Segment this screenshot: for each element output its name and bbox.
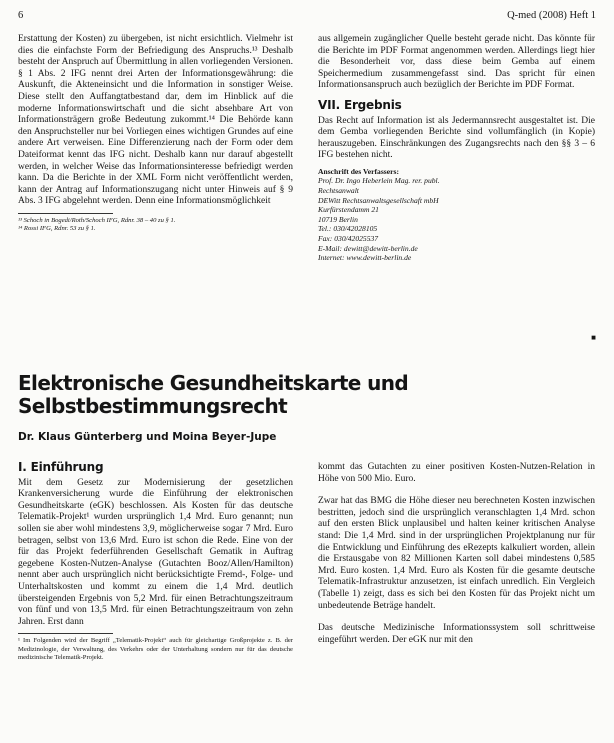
footnote-13: ¹³ Schoch in Bogedi/Roth/Schoch IFG, Rdnr. 38 – 40 zu § 1. <box>18 216 176 224</box>
address-line: Rechtsanwalt <box>318 185 359 195</box>
address-fax: Fax: 030/42025537 <box>318 233 379 243</box>
address-line: 10719 Berlin <box>318 214 358 224</box>
section-heading-einfuehrung: I. Einführung <box>18 460 104 474</box>
upper-left-column <box>18 34 293 233</box>
address-email[interactable]: E-Mail: dewitt@dewitt-berlin.de <box>318 243 418 253</box>
lower-right-column <box>318 462 595 646</box>
article-title <box>18 372 598 418</box>
upper-right-column <box>318 34 595 263</box>
journal-issue: Q-med (2008) Heft 1 <box>507 10 596 21</box>
end-of-article-mark: ■ <box>591 333 596 342</box>
article-right-paragraph-1: kommt das Gutachten zu einer positiven Kosten-Nutzen-Relation in Höhe von 500 Mio. Euro. <box>318 462 595 484</box>
address-line: DEWitt Rechtsanwaltsgesellschaft mbH <box>318 195 439 205</box>
article-right-paragraph-2: Zwar hat das BMG die Höhe dieser neu berechneten Kosten inzwischen bestritten, jedoch sind die ursprünglich veranschlagten 1,4 Mrd. schon auf den ersten Blick unplausibel und halten keiner kritischen Analyse stand: Die 1,4 Mrd. sind in der ursprünglichen Projektplanung nur für die Entwicklung und Einführung des eRezepts kalkuliert worden, allein die Erstausgabe von 82 Millionen Karten soll dabei mindestens 0,585 Mrd. Euro kosten. 1,4 Mrd. Euro als Kosten für die gesamte deutsche Telematik-Infrastruktur anzusetzen, ist einfach unredlich. Ein Vergleich (Tabelle 1) zeigt, dass es sich bei den Kosten für das Projekt nicht um unbedeutende Beträge handelt. <box>318 496 595 611</box>
footnote-14: ¹⁴ Rossi IFG, Rdnr. 53 zu § 1. <box>18 225 96 233</box>
section-heading-ergebnis: VII. Ergebnis <box>318 97 402 112</box>
address-line: Prof. Dr. Ingo Heberlein Mag. rer. publ. <box>318 176 440 186</box>
article-title-line1: Elektronische Gesundheitskarte und <box>18 371 409 395</box>
running-header <box>18 10 596 21</box>
address-line: Kurfürstendamm 21 <box>318 205 379 215</box>
address-heading: Anschrift des Verfassers: <box>318 166 399 176</box>
article-right-paragraph-3: Das deutsche Medizinische Informationssystem soll schrittweise eingeführt werden. Der eGK nur mit den <box>318 623 595 645</box>
upper-left-text: Erstattung der Kosten) zu übergeben, ist nicht ersichtlich. Vielmehr ist dies die einfachste Form der Befriedigung des Anspruchs.¹³ Deshalb besteht der Anspruch auf Übermittlung in allen vorliegenden Versionen. § 1 Abs. 2 IFG nennt drei Arten der Informationsgewährung: die Auskunft, die Akteneinsicht und die Information in sonstiger Weise. Diese stellt den Auffangtatbestand dar, dem im Hinblick auf die moderne Informationswirtschaft und die sicht absehbare Art von Informationsträgern große Bedeutung zukommt.¹⁴ Die Behörde kann den Anspruchsteller nur bei Vorliegen eines wichtigen Grundes auf eine andere Art verweisen. Eine Differenzierung nach der Form oder dem Dateiformat kennt das IFG nicht. Deshalb kann nur darauf abgestellt werden, in welcher Weise das Informationsinteresse befriedigt werden kann. Da die Berichte in der XML Form nicht veröffentlicht werden, kann der Antrag auf Informationszugang nicht unter Hinweis auf § 9 Abs. 3 IFG abgelehnt werden. Denn eine Informationsmöglichkeit <box>18 34 293 207</box>
footnote-rule <box>18 213 113 214</box>
einfuehrung-text: Mit dem Gesetz zur Modernisierung der gesetzlichen Krankenversicherung wurde die Einführung der elektronischen Gesundheitskarte (eGK) beschlossen. Als Kosten für das deutsche Telematik-Projekt¹ wurden ursprünglich 1,4 Mrd. Euro genannt; nun sollen sie aber wohl mindestens 3,9, möglicherweise sogar 7 Mrd. Euro betragen, selbst von 13,6 Mrd. Euro ist schon die Rede. Eine von der für das Projekt federführenden Gesellschaft Gematik in Auftrag gegebene Kosten-Nutzen-Analyse (Gutachten Booz/Allen/Hamilton) nennt aber auch ursprünglich nicht berücksichtigte Fremd-, Folge- und Unterhaltskosten und kommt zu einem die 1,4 Mrd. deutlich übersteigenden Ergebnis von 5,2 Mrd. für einen Betrachtungszeitraum von fünf und von 13,5 Mrd. für einen Betrachtungszeitraum von zehn Jahren. Erst dann <box>18 477 293 627</box>
article-authors: Dr. Klaus Günterberg und Moina Beyer-Jupe <box>18 431 277 443</box>
article-title-line2: Selbstbestimmungsrecht <box>18 394 288 418</box>
page-number: 6 <box>18 10 24 21</box>
footnote-1: ¹ Im Folgenden wird der Begriff „Telematik-Projekt“ auch für gleichartige Großprojekte z. B. der Medizinologie, der Verwaltung, des Verkehrs oder der Unterhaltung sondern nur für das deutsche medizinische Telematik-Projekt. <box>18 637 293 661</box>
upper-right-text: aus allgemein zugänglicher Quelle besteht gerade nicht. Das könnte für die Berichte im PDF Format angenommen werden. Allerdings liegt hier die Besonderheit vor, dass diese beim Gemba auf einem Speichermedium zusammengefasst sind. Das spricht für einen Informationsanspruch auch bezüglich der Berichte im PDF Format. <box>318 34 595 91</box>
ergebnis-text: Das Recht auf Information ist als Jedermannsrecht ausgestaltet ist. Die dem Gemba vorliegenden Berichte sind vollumfänglich (in Kopie) herauszugeben. Einschränkungen des Zugangsrechts nach den §§ 3 – 6 IFG bestehen nicht. <box>318 115 595 161</box>
lower-left-column <box>18 462 293 662</box>
footnote-rule <box>18 633 113 634</box>
address-phone: Tel.: 030/42028105 <box>318 224 378 234</box>
address-website[interactable]: Internet: www.dewitt-berlin.de <box>318 253 412 263</box>
